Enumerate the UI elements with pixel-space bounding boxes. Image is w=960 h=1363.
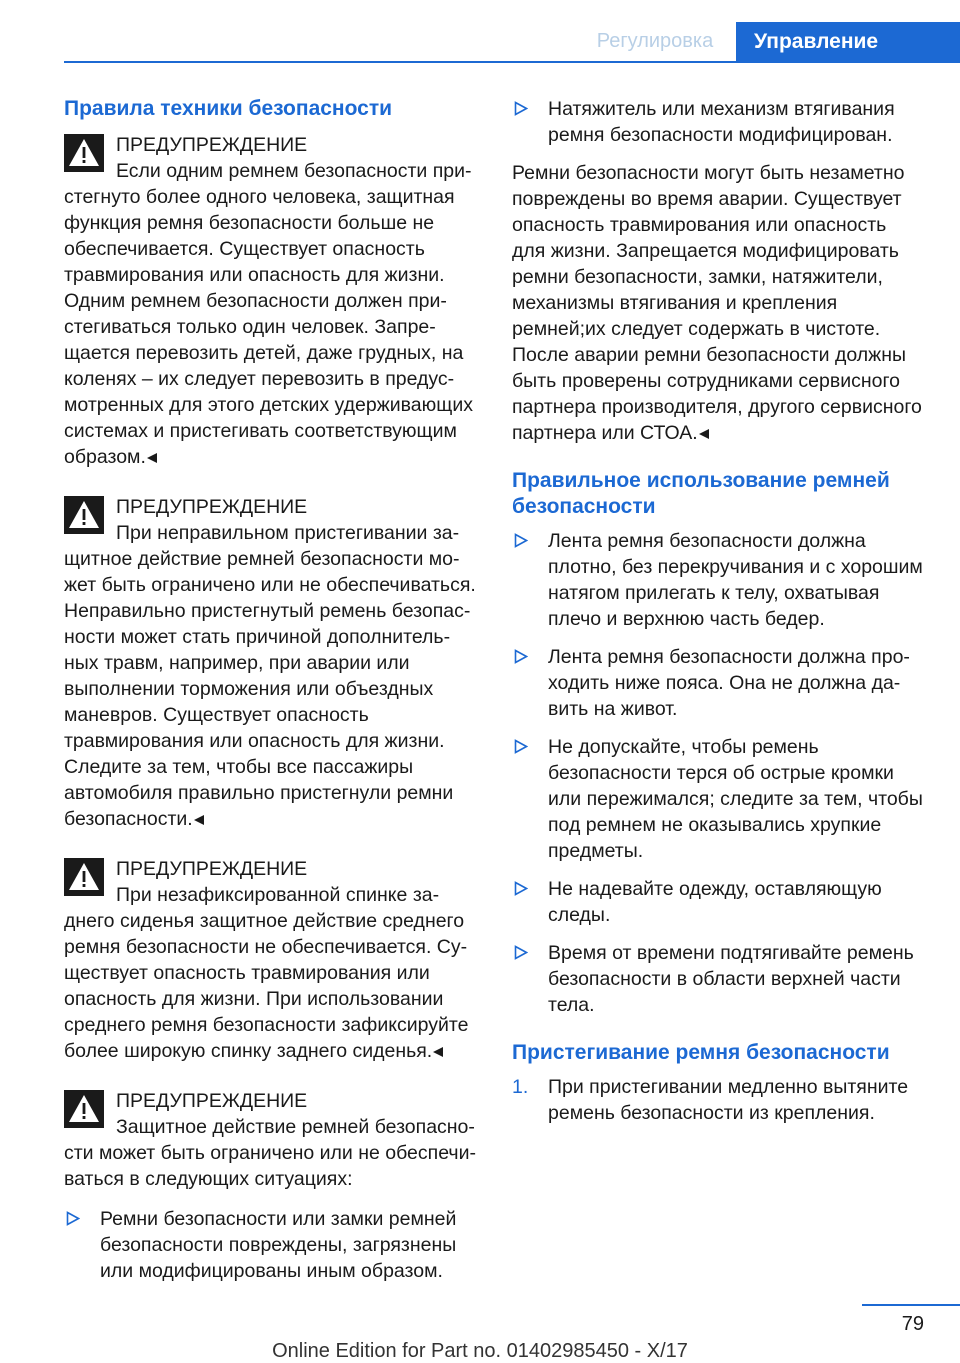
warning-text: При неправильном пристегивании защитное действие ремней безопасности может быть ограничено или не обеспечиваться. Неправильно пристегнутый ремень безопасности может стать причиной дополнительных травм, например, при аварии или выполнении торможения или объездных маневров. Существует опасность травмирования или опасность для жизни. Следите за тем, чтобы все пассажиры автомобиля правильно пристегнули ремни безопасности.: [64, 522, 476, 830]
tab-regulirovka[interactable]: Регулировка: [596, 29, 714, 52]
bullet-triangle-icon: [514, 739, 528, 754]
warning-label: ПРЕДУПРЕЖДЕНИЕ: [116, 496, 308, 518]
header-rule: [64, 61, 960, 63]
end-mark-icon: [698, 428, 710, 440]
list-item: [512, 734, 924, 864]
list-item-text: Лента ремня безопасности должна плотно, без перекручивания и с хорошим натягом прилегать к телу, охватывая плечо и верхнюю часть бедер.: [548, 530, 923, 630]
warning-label: ПРЕДУПРЕЖДЕНИЕ: [116, 858, 308, 880]
bullet-triangle-icon: [514, 533, 528, 548]
bullet-list: [64, 1206, 476, 1284]
list-item-text: Время от времени подтягивайте ремень безопасности в области верхней части тела.: [548, 942, 914, 1016]
list-item: [512, 940, 924, 1018]
list-item-text: Натяжитель или механизм втягивания ремня безопасности модифицирован.: [548, 98, 895, 146]
list-item-text: Не допускайте, чтобы ремень безопасности терся об острые кромки или пережимался; следите за тем, чтобы под ремнем не оказывались хрупкие предметы.: [548, 736, 923, 862]
list-item: [64, 1206, 476, 1284]
list-item: [512, 528, 924, 632]
warning-block: [64, 1086, 476, 1192]
body-paragraph: [512, 160, 924, 446]
warning-triangle-icon: [64, 1090, 104, 1128]
end-mark-icon: [146, 452, 158, 464]
footer-rule: [862, 1304, 960, 1306]
warning-block: [64, 130, 476, 470]
list-item: [512, 876, 924, 928]
end-mark-icon: [432, 1046, 444, 1058]
list-item: [512, 644, 924, 722]
list-item-text: Лента ремня безопасности должна проходить ниже пояса. Она не должна давить на живот.: [548, 646, 910, 720]
warning-label: ПРЕДУПРЕЖДЕНИЕ: [116, 1090, 308, 1112]
section-title-safety-rules: Правила техники безопасности: [64, 97, 393, 120]
warning-block: [64, 854, 476, 1064]
bullet-list: [512, 528, 924, 1018]
list-item: [512, 1074, 924, 1126]
numbered-list: [512, 1074, 924, 1126]
step-number: 1.: [512, 1076, 529, 1098]
warning-text: При незафиксированной спинке заднего сиденья защитное действие среднего ремня безопасности не обеспечивается. Существует опасность травмирования или опасность для жизни. При использовании среднего ремня безопасности зафиксируйте более широкую спинку заднего сиденья.: [64, 884, 469, 1062]
warning-text: Защитное действие ремней безопасности может быть ограничено или не обеспечиваться в следующих ситуациях:: [64, 1116, 476, 1190]
warning-block: [64, 492, 476, 832]
paragraph-text: Ремни безопасности могут быть незаметно повреждены во время аварии. Существует опасность травмирования или опасность для жизни. Запрещается модифицировать ремни безопасности, замки, натяжители, механизмы втягивания и крепления ремней;их следует содержать в чистоте. После аварии ремни безопасности должны быть проверены сотрудниками сервисного партнера производителя, другого сервисного партнера или СТОА.: [512, 162, 922, 444]
list-item-text: При пристегивании медленно вытяните ремень безопасности из крепления.: [548, 1076, 909, 1124]
page-number: 79: [901, 1313, 924, 1335]
tab-upravlenie[interactable]: Управление: [736, 22, 960, 62]
list-item: [512, 96, 924, 148]
warning-triangle-icon: [64, 858, 104, 896]
bullet-triangle-icon: [514, 101, 528, 116]
warning-triangle-icon: [64, 134, 104, 172]
bullet-triangle-icon: [514, 881, 528, 896]
bullet-list: [512, 96, 924, 148]
bullet-triangle-icon: [514, 649, 528, 664]
list-item-text: Не надевайте одежду, оставляющую следы.: [548, 878, 882, 926]
warning-label: ПРЕДУПРЕЖДЕНИЕ: [116, 134, 308, 156]
left-column: [64, 96, 476, 1296]
right-column: [512, 96, 924, 1138]
section-title-fastening: Пристегивание ремня безопасности: [512, 1041, 890, 1064]
warning-triangle-icon: [64, 496, 104, 534]
end-mark-icon: [193, 814, 205, 826]
bullet-triangle-icon: [66, 1211, 80, 1226]
footer-edition: Online Edition for Part no. 01402985450 - X/17: [272, 1340, 688, 1362]
section-title-correct-use: Правильное использование ремней безопасности: [512, 469, 890, 518]
list-item-text: Ремни безопасности или замки ремней безопасности повреждены, загрязнены или модифицированы иным образом.: [100, 1208, 457, 1282]
bullet-triangle-icon: [514, 945, 528, 960]
warning-text: Если одним ремнем безопасности пристегнуто более одного человека, защитная функция ремня безопасности больше не обеспечивается. Существует опасность травмирования или опасность для жизни. Одним ремнем безопасности должен пристегиваться только один человек. Запрещается перевозить детей, даже грудных, на коленях – их следует перевозить в предусмотренных для этого детских удерживающих системах и пристегивать соответствующим образом.: [64, 160, 473, 468]
